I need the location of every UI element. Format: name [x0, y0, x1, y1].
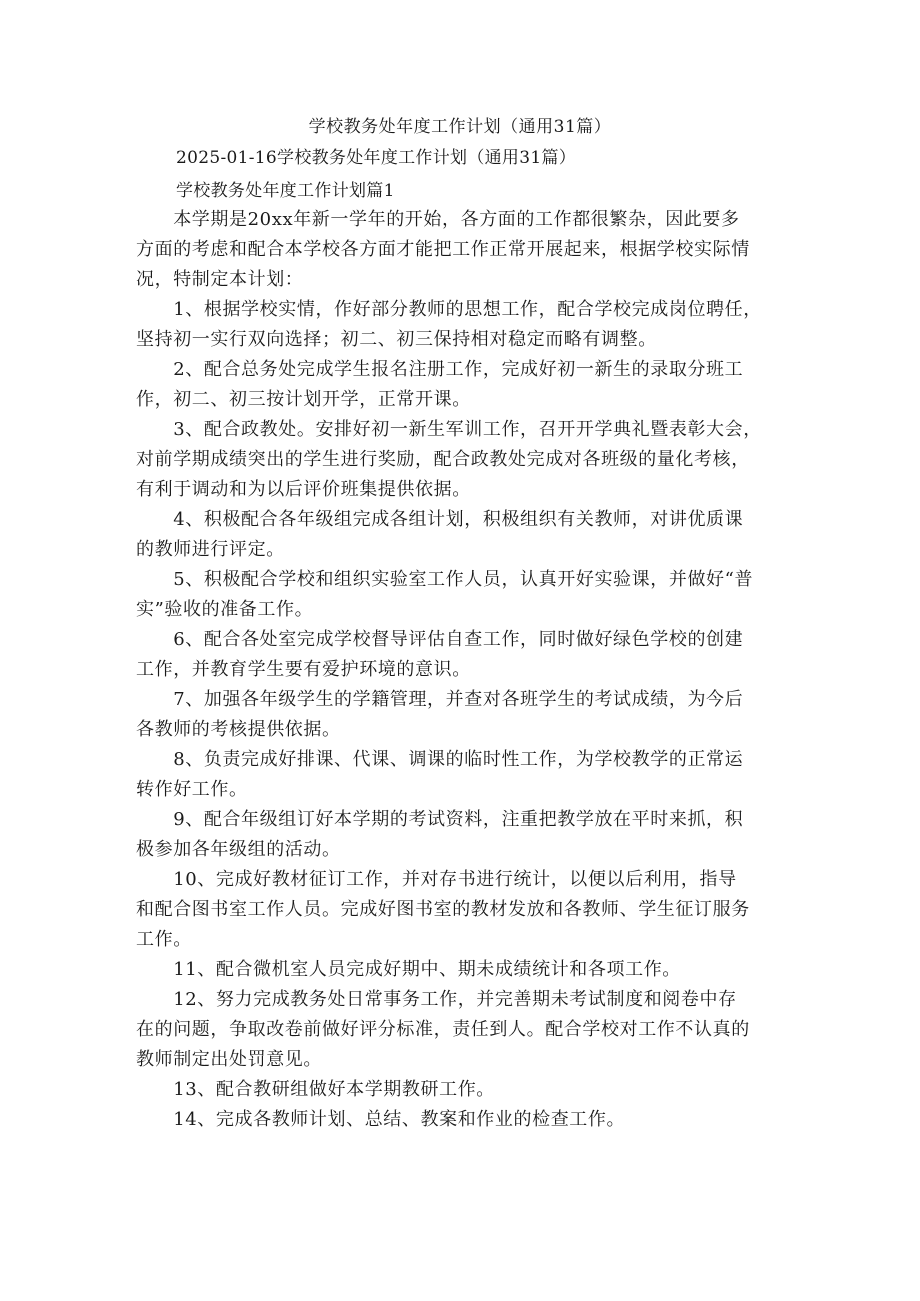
body-line: 方面的考虑和配合本学校各方面才能把工作正常开展起来，根据学校实际情: [136, 239, 750, 260]
body-line: 有利于调动和为以后评价班集提供依据。: [136, 479, 471, 500]
section-heading: 学校教务处年度工作计划篇1: [176, 181, 395, 201]
body-line: 2、配合总务处完成学生报名注册工作，完成好初一新生的录取分班工: [136, 359, 744, 380]
body-line: 况，特制定本计划：: [136, 269, 304, 290]
body-line: 5、积极配合学校和组织实验室工作人员，认真开好实验课，并做好“普: [136, 569, 754, 590]
body-line: 坚持初一实行双向选择；初二、初三保持相对稳定而略有调整。: [136, 329, 657, 350]
body-line: 12、努力完成教务处日常事务工作，并完善期未考试制度和阅卷中存: [136, 989, 737, 1010]
body-line: 的教师进行评定。: [136, 539, 285, 560]
body-line: 实”验收的准备工作。: [136, 599, 314, 620]
body-line: 各教师的考核提供依据。: [136, 719, 341, 740]
body-line: 14、完成各教师计划、总结、教案和作业的检查工作。: [136, 1109, 626, 1130]
document-body: [136, 205, 796, 1135]
body-line: 工作。: [136, 929, 192, 950]
body-line: 和配合图书室工作人员。完成好图书室的教材发放和各教师、学生征订服务: [136, 899, 750, 920]
body-line: 在的问题，争取改卷前做好评分标准，责任到人。配合学校对工作不认真的: [136, 1019, 750, 1040]
body-line: 4、积极配合各年级组完成各组计划，积极组织有关教师，对讲优质课: [136, 509, 744, 530]
body-line: 9、配合年级组订好本学期的考试资料，注重把教学放在平时来抓，积: [136, 809, 744, 830]
body-line: 对前学期成绩突出的学生进行奖励，配合政教处完成对各班级的量化考核，: [136, 449, 750, 470]
body-line: 10、完成好教材征订工作，并对存书进行统计，以便以后利用，指导: [136, 869, 737, 890]
document-title: 学校教务处年度工作计划（通用31篇）: [308, 117, 612, 137]
body-line: 6、配合各处室完成学校督导评估自查工作，同时做好绿色学校的创建: [136, 629, 744, 650]
body-line: 本学期是20xx年新一学年的开始，各方面的工作都很繁杂，因此要多: [136, 209, 740, 230]
body-line: 工作，并教育学生要有爱护环境的意识。: [136, 659, 471, 680]
body-line: 转作好工作。: [136, 779, 248, 800]
body-line: 13、配合教研组做好本学期教研工作。: [136, 1079, 495, 1100]
body-line: 教师制定出处罚意见。: [136, 1049, 322, 1070]
body-line: 1、根据学校实情，作好部分教师的思想工作，配合学校完成岗位聘任，: [136, 299, 762, 320]
document-subtitle: 2025-01-16学校教务处年度工作计划（通用31篇）: [176, 148, 577, 168]
body-line: 作，初二、初三按计划开学，正常开课。: [136, 389, 471, 410]
body-line: 3、配合政教处。安排好初一新生军训工作，召开开学典礼暨表彰大会，: [136, 419, 762, 440]
body-line: 11、配合微机室人员完成好期中、期未成绩统计和各项工作。: [136, 959, 681, 980]
body-line: 8、负责完成好排课、代课、调课的临时性工作，为学校教学的正常运: [136, 749, 744, 770]
body-line: 极参加各年级组的活动。: [136, 839, 341, 860]
body-line: 7、加强各年级学生的学籍管理，并查对各班学生的考试成绩，为今后: [136, 689, 744, 710]
